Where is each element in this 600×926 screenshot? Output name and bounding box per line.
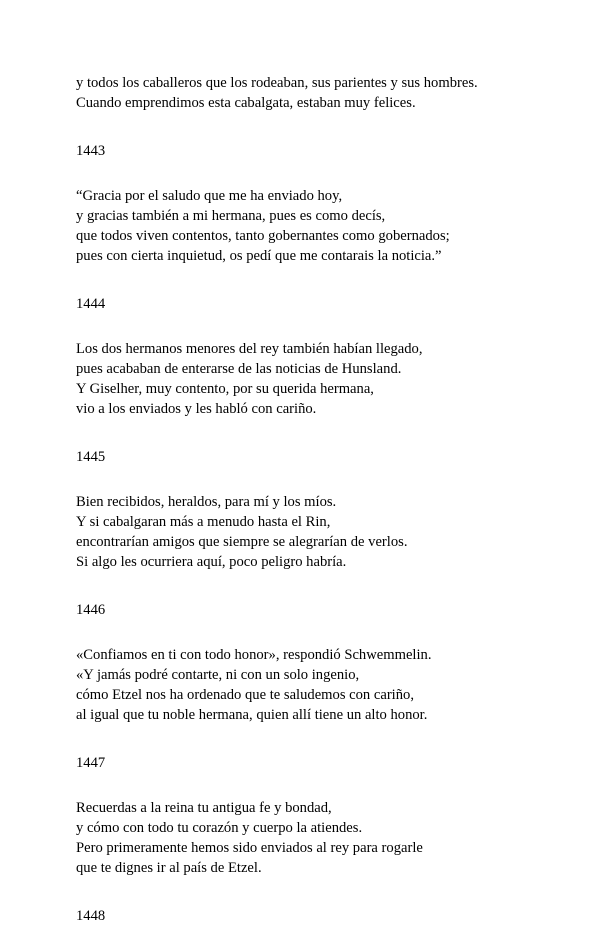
- text-line: Y Giselher, muy contento, por su querida hermana,: [76, 381, 374, 397]
- text-line: Cuando emprendimos esta cabalgata, estaban muy felices.: [76, 95, 416, 111]
- text-line: y gracias también a mi hermana, pues es como decís,: [76, 208, 386, 224]
- text-line: que todos viven contentos, tanto gobernantes como gobernados;: [76, 228, 450, 244]
- opening-lines: [76, 73, 576, 113]
- stanza-1447: [76, 753, 576, 878]
- stanza-1444: [76, 294, 576, 419]
- text-line: Recuerdas a la reina tu antigua fe y bondad,: [76, 800, 332, 816]
- text-line: «Confiamos en ti con todo honor», respondió Schwemmelin.: [76, 647, 432, 663]
- text-line: Y si cabalgaran más a menudo hasta el Rin,: [76, 514, 331, 530]
- text-line: al igual que tu noble hermana, quien allí tiene un alto honor.: [76, 707, 428, 723]
- text-line: Los dos hermanos menores del rey también habían llegado,: [76, 341, 423, 357]
- text-line: y todos los caballeros que los rodeaban, sus parientes y sus hombres.: [76, 75, 478, 91]
- text-line: vio a los enviados y les habló con cariño.: [76, 401, 317, 417]
- text-line: pues con cierta inquietud, os pedí que me contarais la noticia.”: [76, 248, 442, 264]
- stanza-number: 1445: [76, 449, 106, 465]
- text-line: Si algo les ocurriera aquí, poco peligro habría.: [76, 554, 347, 570]
- text-line: Pero primeramente hemos sido enviados al rey para rogarle: [76, 840, 423, 856]
- text-line: pues acababan de enterarse de las noticias de Hunsland.: [76, 361, 402, 377]
- text-line: encontrarían amigos que siempre se alegrarían de verlos.: [76, 534, 408, 550]
- stanza-number: 1443: [76, 143, 106, 159]
- text-line: y cómo con todo tu corazón y cuerpo la atiendes.: [76, 820, 363, 836]
- text-line: cómo Etzel nos ha ordenado que te saludemos con cariño,: [76, 687, 414, 703]
- stanza-1446: [76, 600, 576, 725]
- text-line: “Gracia por el saludo que me ha enviado hoy,: [76, 188, 343, 204]
- text-line: que te dignes ir al país de Etzel.: [76, 860, 262, 876]
- stanza-number: 1447: [76, 755, 106, 771]
- stanza-1445: [76, 447, 576, 572]
- text-line: «Y jamás podré contarte, ni con un solo ingenio,: [76, 667, 360, 683]
- stanza-1448: [76, 906, 576, 926]
- stanza-number: 1444: [76, 296, 106, 312]
- text-line: Bien recibidos, heraldos, para mí y los míos.: [76, 494, 337, 510]
- document-page: [76, 73, 576, 926]
- stanza-1443: [76, 141, 576, 266]
- stanza-number: 1448: [76, 908, 106, 924]
- stanza-number: 1446: [76, 602, 106, 618]
